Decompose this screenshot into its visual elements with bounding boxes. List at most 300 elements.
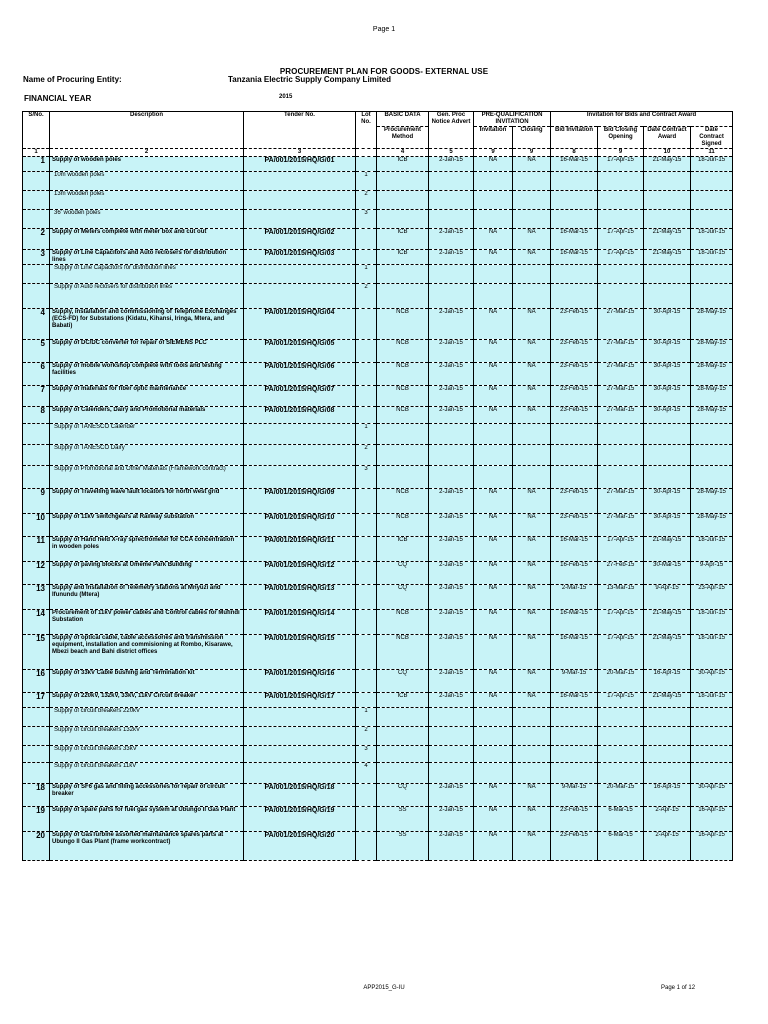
tender-cell: PA/001/2015/HQ/G/13 xyxy=(244,585,356,610)
sno-cell: 4 xyxy=(23,309,50,340)
gpn-cell: 2-Jan-15 xyxy=(429,784,474,807)
description-cell: Supply of Auto reclosers for distribution lines xyxy=(50,284,244,309)
contract-award-cell: 30-Apr-15 xyxy=(644,489,691,514)
sno-cell: 14 xyxy=(23,610,50,635)
gpn-cell: 2-Jan-15 xyxy=(429,489,474,514)
bid-closing-cell xyxy=(598,210,644,229)
lot-cell xyxy=(356,514,377,537)
table-row xyxy=(23,363,733,386)
bid-invitation-cell xyxy=(551,284,598,309)
tender-cell xyxy=(244,445,356,466)
header-gen-proc: Gen. Proc Notice Advert xyxy=(429,112,474,149)
prequal-invitation-cell: NA xyxy=(474,693,513,708)
financial-year-value: 2015 xyxy=(279,94,293,100)
gpn-cell xyxy=(429,763,474,784)
method-cell: NCB xyxy=(377,309,429,340)
sno-cell: 8 xyxy=(23,407,50,424)
contract-award-cell: 21-May-15 xyxy=(644,250,691,265)
tender-cell xyxy=(244,424,356,445)
method-cell: ICB xyxy=(377,693,429,708)
gpn-cell: 2-Jan-15 xyxy=(429,229,474,250)
bid-invitation-cell xyxy=(551,424,598,445)
sno-cell: 10 xyxy=(23,514,50,537)
prequal-invitation-cell: NA xyxy=(474,309,513,340)
contract-signed-cell xyxy=(691,708,733,727)
sno-cell xyxy=(23,763,50,784)
gpn-cell: 2-Jan-15 xyxy=(429,610,474,635)
prequal-invitation-cell xyxy=(474,210,513,229)
table-subrow xyxy=(23,727,733,746)
bid-invitation-cell xyxy=(551,746,598,763)
prequal-closing-cell: NA xyxy=(513,670,551,693)
prequal-invitation-cell xyxy=(474,763,513,784)
prequal-invitation-cell xyxy=(474,265,513,284)
gpn-cell: 2-Jan-15 xyxy=(429,157,474,172)
gpn-cell: 2-Jan-15 xyxy=(429,832,474,861)
bid-invitation-cell: 23-Feb-15 xyxy=(551,363,598,386)
prequal-invitation-cell xyxy=(474,424,513,445)
table-row xyxy=(23,832,733,861)
column-number: 1 xyxy=(23,149,50,157)
prequal-closing-cell: NA xyxy=(513,386,551,407)
contract-award-cell xyxy=(644,424,691,445)
bid-closing-cell xyxy=(598,708,644,727)
tender-cell: PA/001/2015/HQ/G/02 xyxy=(244,229,356,250)
gpn-cell xyxy=(429,210,474,229)
column-number: 11 xyxy=(691,149,733,157)
bid-invitation-cell: 16-Mar-15 xyxy=(551,635,598,670)
contract-award-cell xyxy=(644,210,691,229)
footer-doc-id: APP2015_G-IU xyxy=(363,985,405,991)
bid-invitation-cell: 23-Feb-15 xyxy=(551,832,598,861)
bid-invitation-cell: 9-Mar-15 xyxy=(551,670,598,693)
bid-closing-cell: 20-Mar-15 xyxy=(598,784,644,807)
contract-signed-cell: 18-Jun-15 xyxy=(691,537,733,562)
sno-cell: 12 xyxy=(23,562,50,585)
tender-cell: PA/001/2015/HQ/G/20 xyxy=(244,832,356,861)
description-cell: Supply of SF6 gas and filling accessories for repair of circuit breaker xyxy=(50,784,244,807)
method-cell: NCB xyxy=(377,340,429,363)
tender-cell xyxy=(244,172,356,191)
bid-closing-cell: 17-Apr-15 xyxy=(598,229,644,250)
bid-invitation-cell: 23-Feb-15 xyxy=(551,309,598,340)
header-invitation: Invitation xyxy=(474,127,513,149)
contract-signed-cell: 28-May-15 xyxy=(691,514,733,537)
gpn-cell xyxy=(429,265,474,284)
prequal-closing-cell: NA xyxy=(513,562,551,585)
gpn-cell: 2-Jan-15 xyxy=(429,807,474,832)
lot-cell: 2 xyxy=(356,445,377,466)
method-cell: NCB xyxy=(377,407,429,424)
bid-closing-cell: 27-Mar-15 xyxy=(598,363,644,386)
description-cell: Supply of 11kV switchgears at Railway substation xyxy=(50,514,244,537)
method-cell: CQ xyxy=(377,585,429,610)
table-subrow xyxy=(23,210,733,229)
bid-closing-cell xyxy=(598,284,644,309)
bid-invitation-cell: 16-Mar-15 xyxy=(551,157,598,172)
column-number: 5 xyxy=(429,149,474,157)
bid-invitation-cell: 23-Feb-15 xyxy=(551,340,598,363)
tender-cell: PA/001/2015/HQ/G/12 xyxy=(244,562,356,585)
bid-invitation-cell xyxy=(551,727,598,746)
description-cell: Supply of Meters complete with meter box and cut out xyxy=(50,229,244,250)
sno-cell xyxy=(23,210,50,229)
prequal-invitation-cell: NA xyxy=(474,832,513,861)
table-body xyxy=(23,157,733,861)
lot-cell: 1 xyxy=(356,708,377,727)
tender-cell xyxy=(244,265,356,284)
procurement-table xyxy=(22,111,733,861)
method-cell xyxy=(377,746,429,763)
bid-invitation-cell: 23-Feb-15 xyxy=(551,386,598,407)
prequal-closing-cell xyxy=(513,763,551,784)
method-cell: NCB xyxy=(377,514,429,537)
prequal-closing-cell: NA xyxy=(513,340,551,363)
gpn-cell: 2-Jan-15 xyxy=(429,386,474,407)
method-cell: CQ xyxy=(377,562,429,585)
tender-cell: PA/001/2015/HQ/G/04 xyxy=(244,309,356,340)
contract-signed-cell: 18-Jun-15 xyxy=(691,229,733,250)
description-cell: Supply of materials for fiber optic maintenance xyxy=(50,386,244,407)
lot-cell: 1 xyxy=(356,172,377,191)
gpn-cell: 2-Jan-15 xyxy=(429,340,474,363)
header-closing: Closing xyxy=(513,127,551,149)
description-cell: Supply of Promotional and Other Materials (Framework contract) xyxy=(50,466,244,489)
prequal-closing-cell: NA xyxy=(513,407,551,424)
bid-closing-cell xyxy=(598,191,644,210)
bid-closing-cell xyxy=(598,763,644,784)
column-number: 8 xyxy=(551,149,598,157)
contract-award-cell: 16-Apr-15 xyxy=(644,784,691,807)
contract-award-cell xyxy=(644,172,691,191)
method-cell: NCB xyxy=(377,489,429,514)
tender-cell: PA/001/2015/HQ/G/11 xyxy=(244,537,356,562)
contract-signed-cell: 18-Jun-15 xyxy=(691,610,733,635)
header-date-signed: Date Contract Signed xyxy=(691,127,733,149)
bid-closing-cell: 17-Apr-15 xyxy=(598,157,644,172)
bid-closing-cell: 6-Mar-15 xyxy=(598,807,644,832)
contract-award-cell xyxy=(644,445,691,466)
contract-award-cell xyxy=(644,763,691,784)
gpn-cell: 2-Jan-15 xyxy=(429,693,474,708)
tender-cell xyxy=(244,727,356,746)
tender-cell: PA/001/2015/HQ/G/03 xyxy=(244,250,356,265)
contract-signed-cell xyxy=(691,763,733,784)
lot-cell xyxy=(356,309,377,340)
prequal-invitation-cell: NA xyxy=(474,635,513,670)
header-description: Description xyxy=(50,112,244,149)
contract-award-cell xyxy=(644,708,691,727)
gpn-cell xyxy=(429,284,474,309)
prequal-invitation-cell xyxy=(474,191,513,210)
sno-cell xyxy=(23,265,50,284)
contract-signed-cell: 28-May-15 xyxy=(691,386,733,407)
lot-cell: 1 xyxy=(356,265,377,284)
description-cell: Supply of Line Capacitors for distribution lines xyxy=(50,265,244,284)
lot-cell: 1 xyxy=(356,424,377,445)
prequal-invitation-cell: NA xyxy=(474,585,513,610)
contract-award-cell xyxy=(644,727,691,746)
lot-cell xyxy=(356,832,377,861)
sno-cell: 20 xyxy=(23,832,50,861)
table-row xyxy=(23,229,733,250)
prequal-closing-cell: NA xyxy=(513,784,551,807)
bid-closing-cell xyxy=(598,727,644,746)
bid-closing-cell xyxy=(598,746,644,763)
sno-cell: 17 xyxy=(23,693,50,708)
column-number: 9 xyxy=(598,149,644,157)
contract-signed-cell: 28-May-15 xyxy=(691,489,733,514)
contract-signed-cell: 16-Apr-15 xyxy=(691,832,733,861)
method-cell xyxy=(377,708,429,727)
column-number xyxy=(356,149,377,157)
bid-invitation-cell xyxy=(551,763,598,784)
contract-signed-cell: 9-Apr-15 xyxy=(691,562,733,585)
sno-cell xyxy=(23,284,50,309)
table-row xyxy=(23,250,733,265)
lot-cell xyxy=(356,157,377,172)
contract-award-cell: 30-Apr-15 xyxy=(644,514,691,537)
prequal-closing-cell xyxy=(513,466,551,489)
table-row xyxy=(23,407,733,424)
method-cell xyxy=(377,763,429,784)
gpn-cell: 2-Jan-15 xyxy=(429,585,474,610)
contract-award-cell: 21-May-15 xyxy=(644,693,691,708)
description-cell: 13m wooden poles xyxy=(50,191,244,210)
method-cell: NCB xyxy=(377,386,429,407)
bid-closing-cell xyxy=(598,265,644,284)
footer-page-count: Page 1 of 12 xyxy=(661,985,696,991)
bid-invitation-cell: 23-Feb-15 xyxy=(551,407,598,424)
bid-closing-cell xyxy=(598,445,644,466)
bid-invitation-cell xyxy=(551,445,598,466)
description-cell: Supply of Hand held X-ray sprectrometer for CCA concentration in wooden poles xyxy=(50,537,244,562)
description-cell: Supply and Installation of Telemetry stations at Mnyuzi and Ifunundu (Mtera) xyxy=(50,585,244,610)
contract-signed-cell xyxy=(691,265,733,284)
prequal-invitation-cell: NA xyxy=(474,489,513,514)
lot-cell: 2 xyxy=(356,727,377,746)
bid-closing-cell: 27-Mar-15 xyxy=(598,386,644,407)
sno-cell xyxy=(23,708,50,727)
prequal-closing-cell: NA xyxy=(513,537,551,562)
entity-value: Tanzania Electric Supply Company Limited xyxy=(228,75,391,84)
method-cell xyxy=(377,172,429,191)
sno-cell xyxy=(23,172,50,191)
contract-signed-cell: 30-Apr-15 xyxy=(691,784,733,807)
description-cell: Supply of circuit breakers 132kV xyxy=(50,727,244,746)
sno-cell: 3 xyxy=(23,250,50,265)
lot-cell xyxy=(356,363,377,386)
header-prequal: PRE-QUALIFICATION INVITATION xyxy=(474,112,551,127)
method-cell: NCB xyxy=(377,610,429,635)
gpn-cell: 2-Jan-15 xyxy=(429,514,474,537)
bid-invitation-cell: 16-Mar-15 xyxy=(551,537,598,562)
bid-closing-cell: 27-Mar-15 xyxy=(598,489,644,514)
gpn-cell xyxy=(429,708,474,727)
description-cell: Supply of Travelling wave fault locators for north west grid xyxy=(50,489,244,514)
column-number: 9 xyxy=(474,149,513,157)
prequal-closing-cell xyxy=(513,445,551,466)
lot-cell: 3 xyxy=(356,466,377,489)
method-cell: NCB xyxy=(377,363,429,386)
prequal-closing-cell xyxy=(513,265,551,284)
description-cell: 10m wooden poles xyxy=(50,172,244,191)
prequal-closing-cell xyxy=(513,424,551,445)
lot-cell xyxy=(356,386,377,407)
sno-cell: 19 xyxy=(23,807,50,832)
contract-signed-cell xyxy=(691,191,733,210)
contract-signed-cell xyxy=(691,445,733,466)
bid-invitation-cell: 23-Feb-15 xyxy=(551,807,598,832)
table-subrow xyxy=(23,265,733,284)
description-cell: Supply of Calenders, Dairy and Promotional materials xyxy=(50,407,244,424)
table-row xyxy=(23,610,733,635)
gpn-cell xyxy=(429,445,474,466)
method-cell xyxy=(377,284,429,309)
contract-award-cell xyxy=(644,284,691,309)
prequal-invitation-cell xyxy=(474,466,513,489)
gpn-cell: 2-Jan-15 xyxy=(429,635,474,670)
header-basic-data: BASIC DATA xyxy=(377,112,429,127)
method-cell: ICB xyxy=(377,250,429,265)
prequal-closing-cell xyxy=(513,191,551,210)
header-lot: Lot No. xyxy=(356,112,377,149)
bid-invitation-cell xyxy=(551,210,598,229)
column-number-row xyxy=(23,149,733,157)
bid-closing-cell xyxy=(598,466,644,489)
bid-closing-cell: 27-Mar-15 xyxy=(598,407,644,424)
prequal-closing-cell: NA xyxy=(513,250,551,265)
contract-award-cell xyxy=(644,191,691,210)
lot-cell xyxy=(356,784,377,807)
prequal-closing-cell: NA xyxy=(513,635,551,670)
description-cell: Supply of mobile workshop complete with tools and testing facilities xyxy=(50,363,244,386)
table-row xyxy=(23,585,733,610)
gpn-cell xyxy=(429,172,474,191)
sno-cell xyxy=(23,746,50,763)
lot-cell xyxy=(356,407,377,424)
contract-signed-cell xyxy=(691,466,733,489)
lot-cell xyxy=(356,610,377,635)
bid-closing-cell: 27-Mar-15 xyxy=(598,340,644,363)
prequal-closing-cell: NA xyxy=(513,585,551,610)
prequal-closing-cell: NA xyxy=(513,693,551,708)
lot-cell: 3 xyxy=(356,746,377,763)
lot-cell xyxy=(356,670,377,693)
prequal-invitation-cell: NA xyxy=(474,250,513,265)
gpn-cell: 2-Jan-15 xyxy=(429,537,474,562)
tender-cell xyxy=(244,763,356,784)
contract-award-cell: 21-May-15 xyxy=(644,229,691,250)
gpn-cell xyxy=(429,727,474,746)
header-bids-award: Invitation for Bids and Contract Award xyxy=(551,112,733,127)
description-cell: Supply of 220kV, 132kV, 33kV, 11kV Circuit breaker xyxy=(50,693,244,708)
method-cell xyxy=(377,466,429,489)
table-row xyxy=(23,340,733,363)
contract-signed-cell: 18-Jun-15 xyxy=(691,157,733,172)
tender-cell xyxy=(244,210,356,229)
sno-cell xyxy=(23,466,50,489)
gpn-cell: 2-Jan-15 xyxy=(429,562,474,585)
lot-cell xyxy=(356,229,377,250)
prequal-closing-cell xyxy=(513,746,551,763)
prequal-invitation-cell: NA xyxy=(474,562,513,585)
contract-signed-cell xyxy=(691,746,733,763)
financial-year-label: FINANCIAL YEAR xyxy=(24,94,92,103)
contract-signed-cell: 28-May-15 xyxy=(691,363,733,386)
description-cell: Supply of TANESCO Dairy xyxy=(50,445,244,466)
lot-cell xyxy=(356,489,377,514)
contract-signed-cell: 30-Apr-15 xyxy=(691,670,733,693)
table-row xyxy=(23,537,733,562)
tender-cell: PA/001/2015/HQ/G/18 xyxy=(244,784,356,807)
description-cell: Supply, installation and commissioning of Telephone Exchanges (ECS-FD) for Substations (Kidatu, Kihansi, Iringa, Mtera, and Babati) xyxy=(50,309,244,340)
contract-award-cell xyxy=(644,466,691,489)
contract-award-cell: 2-Apr-15 xyxy=(644,807,691,832)
contract-signed-cell: 18-Jun-15 xyxy=(691,635,733,670)
tender-cell: PA/001/2015/HQ/G/05 xyxy=(244,340,356,363)
table-subrow xyxy=(23,466,733,489)
contract-signed-cell xyxy=(691,284,733,309)
prequal-invitation-cell: NA xyxy=(474,784,513,807)
prequal-invitation-cell xyxy=(474,445,513,466)
prequal-closing-cell: NA xyxy=(513,309,551,340)
lot-cell xyxy=(356,250,377,265)
gpn-cell xyxy=(429,424,474,445)
prequal-closing-cell: NA xyxy=(513,157,551,172)
table-row xyxy=(23,157,733,172)
prequal-invitation-cell xyxy=(474,727,513,746)
bid-closing-cell xyxy=(598,172,644,191)
table-subrow xyxy=(23,746,733,763)
column-number: 3 xyxy=(244,149,356,157)
tender-cell xyxy=(244,746,356,763)
header-bid-closing: Bid Closing Opening xyxy=(598,127,644,149)
tender-cell xyxy=(244,466,356,489)
contract-award-cell: 9-Apr-15 xyxy=(644,585,691,610)
tender-cell: PA/001/2015/HQ/G/07 xyxy=(244,386,356,407)
tender-cell: PA/001/2015/HQ/G/06 xyxy=(244,363,356,386)
sno-cell: 5 xyxy=(23,340,50,363)
description-cell: Procurement of 11kV power cables and Control cables for Mufindi Substation xyxy=(50,610,244,635)
contract-award-cell: 2-Apr-15 xyxy=(644,832,691,861)
table-row xyxy=(23,635,733,670)
gpn-cell xyxy=(429,746,474,763)
method-cell xyxy=(377,424,429,445)
prequal-closing-cell xyxy=(513,708,551,727)
table-row xyxy=(23,562,733,585)
bid-invitation-cell: 23-Feb-15 xyxy=(551,489,598,514)
bid-closing-cell: 17-Apr-15 xyxy=(598,537,644,562)
contract-award-cell: 30-Apr-15 xyxy=(644,309,691,340)
gpn-cell: 2-Jan-15 xyxy=(429,250,474,265)
table-row xyxy=(23,807,733,832)
bid-invitation-cell: 16-Mar-15 xyxy=(551,610,598,635)
bid-closing-cell: 6-Mar-15 xyxy=(598,832,644,861)
prequal-invitation-cell: NA xyxy=(474,229,513,250)
tender-cell: PA/001/2015/HQ/G/19 xyxy=(244,807,356,832)
contract-signed-cell xyxy=(691,727,733,746)
bid-invitation-cell: 2-Mar-15 xyxy=(551,585,598,610)
prequal-invitation-cell xyxy=(474,708,513,727)
sno-cell: 16 xyxy=(23,670,50,693)
lot-cell xyxy=(356,585,377,610)
tender-cell: PA/001/2015/HQ/G/17 xyxy=(244,693,356,708)
method-cell xyxy=(377,727,429,746)
sno-cell: 2 xyxy=(23,229,50,250)
sno-cell: 11 xyxy=(23,537,50,562)
gpn-cell: 2-Jan-15 xyxy=(429,363,474,386)
